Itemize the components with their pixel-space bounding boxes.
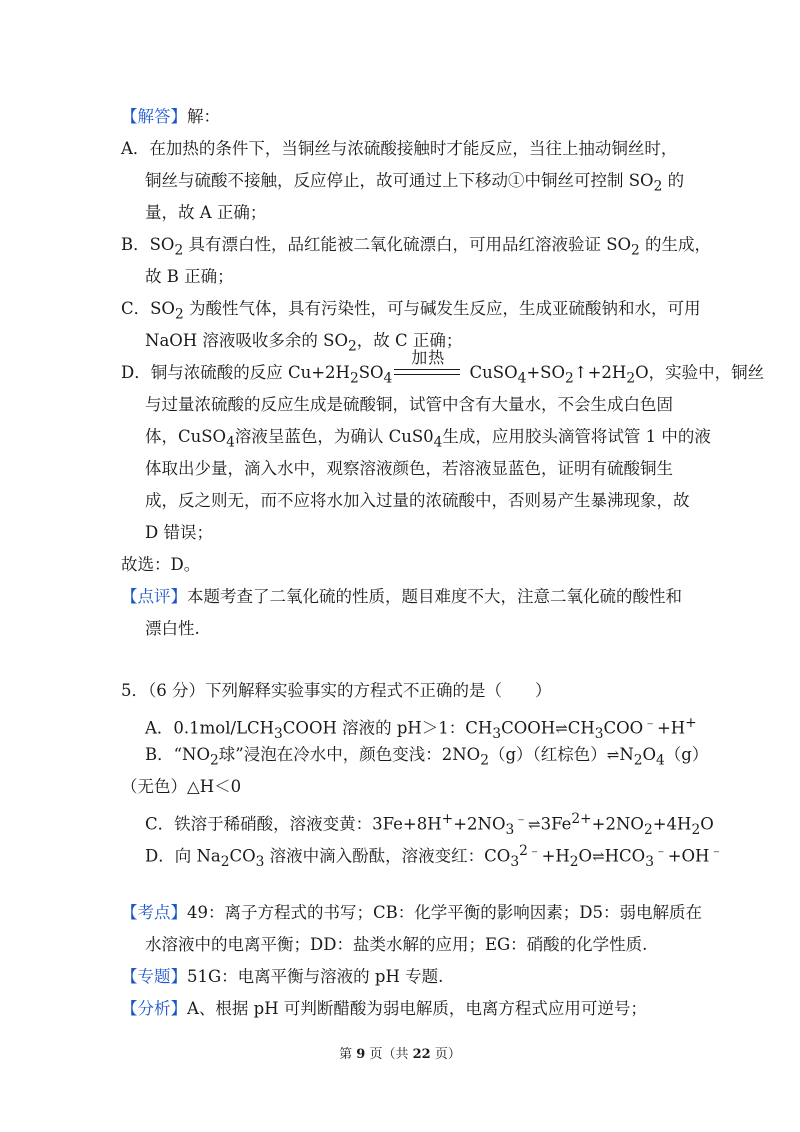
zhuanti-line: 【专题】51G：电离平衡与溶液的 pH 专题. <box>121 967 444 986</box>
fenxi-line: 【分析】A、根据 pH 可判断醋酸为弱电解质，电离方程式应用可逆号； <box>121 999 647 1018</box>
answer-c-line-2: NaOH 溶液吸收多余的 $SO_2$，故 C 正确； <box>145 331 463 355</box>
kaodian-line-2: 水溶液中的电离平衡；DD：盐类水解的应用；EG：硝酸的化学性质. <box>145 935 648 954</box>
question-5-stem: 5．（6 分）下列解释实验事实的方程式不正确的是（ ） <box>121 681 552 700</box>
answer-d-line-3: 体，CuSO$_4$溶液呈蓝色，为确认 $CuS0_4$生成，应用胶头滴管将试管 1 中的液 <box>145 427 711 451</box>
kaodian-tag: 【考点】 <box>121 903 187 922</box>
answer-c-line-1: C．$SO_2$ 为酸性气体，具有污染性，可与碱发生反应，生成亚硫酸钠和水，可用 <box>121 299 701 323</box>
page-total: 22 <box>412 1047 431 1062</box>
zhuanti-tag: 【专题】 <box>121 967 187 986</box>
answer-a-line-2: 铜丝与硫酸不接触，反应停止，故可通过上下移动①中铜丝可控制 $SO_2$ 的 <box>145 171 685 195</box>
answer-b-line-2: 故 B 正确； <box>145 267 234 286</box>
comment-tag: 【点评】 <box>121 587 187 606</box>
heating-condition-label: 加热 <box>411 348 446 367</box>
answer-tag: 【解答】 <box>121 107 187 126</box>
comment-line-1: 【点评】本题考查了二氧化硫的性质，题目难度不大，注意二氧化硫的酸性和 <box>121 587 682 606</box>
kaodian-line-1: 【考点】49：离子方程式的书写；CB：化学平衡的影响因素；D5：弱电解质在 <box>121 903 702 922</box>
answer-heading: 【解答】解： <box>121 107 220 126</box>
page-footer: 第 9 页（共 22 页） <box>339 1047 461 1062</box>
answer-d-line-4: 体取出少量，滴入水中，观察溶液颜色，若溶液显蓝色，证明有硫酸铜生 <box>145 459 673 478</box>
answer-d-line-5: 成，反之则无，而不应将水加入过量的浓硫酸中，否则易产生暴沸现象，故 <box>145 491 690 510</box>
option-c: C．铁溶于稀硝酸，溶液变黄：$3Fe+8H^++2NO_3^﹣\rightleftharpoons 3Fe^{2+}+2NO_2+4H_2O$ <box>145 811 714 838</box>
option-b-line-1: B．“$NO_2$球”浸泡在冷水中，颜色变浅：$2NO_2(g)$（红棕色）$\rightleftharpoons N_2O_4(g)$ <box>145 745 709 769</box>
answer-d-line-1: D．铜与浓硫酸的反应 $Cu+2H_2SO_4$ 加热 $CuSO_4+SO_2↑+2H_2O$，实验中，铜丝 <box>121 348 765 387</box>
comment-line-2: 漂白性. <box>145 619 200 638</box>
option-d: D．向 $Na_2CO_3$ 溶液中滴入酚酞，溶液变红：$CO_3^{2﹣}+H_2O\rightleftharpoons HCO_3^﹣+OH^﹣$ <box>145 843 724 870</box>
page-number: 9 <box>356 1047 366 1062</box>
answer-choice: 故选：D。 <box>121 555 201 574</box>
answer-a-line-3: 量，故 A 正确； <box>145 203 267 222</box>
option-a: A．$0.1mol/LCH_3COOH$ 溶液的 pH＞1：$CH_3COOH\rightleftharpoons CH_3COO^﹣+H^+$ <box>145 715 697 742</box>
option-b-line-2: （无色）△H＜0 <box>121 777 242 796</box>
answer-d-line-2: 与过量浓硫酸的反应生成是硫酸铜，试管中含有大量水，不会生成白色固 <box>145 395 673 414</box>
answer-d-line-6: D 错误； <box>145 523 213 542</box>
answer-a-line-1: A．在加热的条件下，当铜丝与浓硫酸接触时才能反应，当往上抽动铜丝时， <box>121 139 678 158</box>
answer-b-line-1: B．$SO_2$ 具有漂白性，品红能被二氧化硫漂白，可用品红溶液验证 $SO_2$ 的生成， <box>121 235 712 259</box>
reaction-condition-arrow <box>392 348 464 384</box>
fenxi-tag: 【分析】 <box>121 999 187 1018</box>
